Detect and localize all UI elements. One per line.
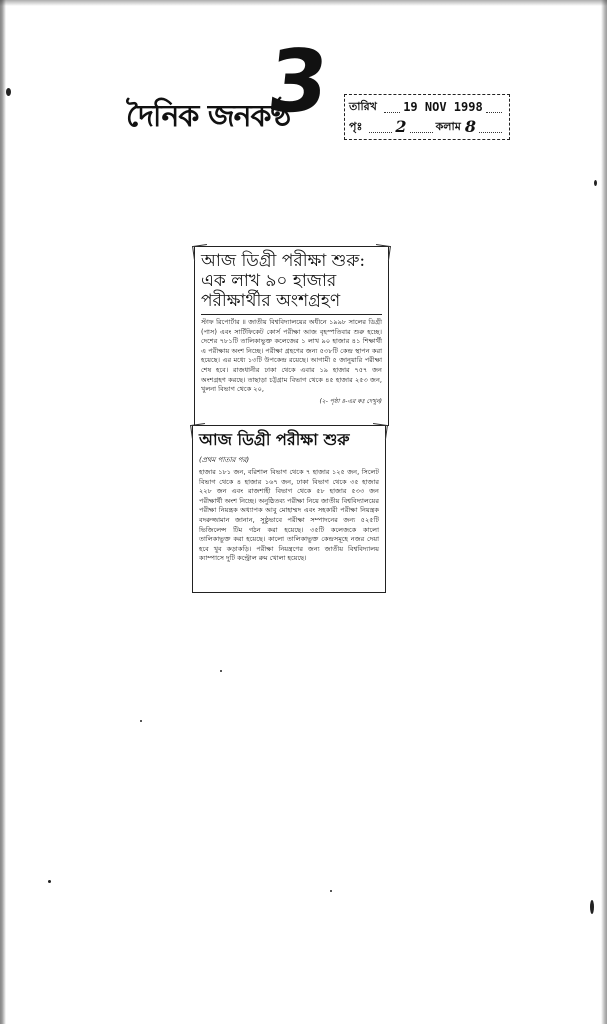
clipping-headline: আজ ডিগ্রী পরীক্ষা শুরু: এক লাখ ৯০ হাজার পরীক্ষার্থীর অংশগ্রহণ [201,251,382,315]
stamp-dots [486,102,502,113]
clipping-body: স্টাফ রিপোর্টার ॥ জাতীয় বিশ্ববিদ্যালয়ের অধীনে ১৯৯৮ সালের ডিগ্রী (পাস) এবং সার্টিফিকেট কোর্স পরীক্ষা আজ বৃহস্পতিবার শুরু হচ্ছে। দেশের ৭৮১টি তালিকাভুক্ত কলেজের ১ লাখ ৯০ হাজার ৪১ শিক্ষার্থী এ পরীক্ষায় অংশ নিচ্ছে। পরীক্ষা গ্রহণের জন্য ৫৩৮টি কেন্দ্র স্থাপন করা হয়েছে। এর মধ্যে ১৩টি উপকেন্দ্র রয়েছে। আগামী ৫ জানুয়ারি পরীক্ষা শেষ হবে। রাজধানীর ঢাকা থেকে এবার ১৯ হাজার ৭৫৭ জন অংশগ্রহণ করছে। তাছাড়া চট্টগ্রাম বিভাগ থেকে ৪৫ হাজার ২৫৩ জন, খুলনা বিভাগ থেকে ২০, [201,318,382,394]
scan-speck [330,890,332,892]
tape-corner [190,423,207,440]
scan-speck [220,670,222,672]
tape-corner [371,423,388,440]
clipping-body: হাজার ১৮১ জন, বরিশাল বিভাগ থেকে ৭ হাজার ১২৫ জন, সিলেট বিভাগ থেকে ৪ হাজার ১৬৭ জন, ঢাকা বিভাগ থেকে ৩৫ হাজার ২২৮ জন এবং রাজশাহী বিভাগ থেকে ৫৮ হাজার ৫৩৩ জন পরীক্ষার্থী অংশ নিচ্ছে। অনুষ্ঠিতব্য পরীক্ষা নিয়ে জাতীয় বিশ্ববিদ্যালয়ের পরীক্ষা নিয়ন্ত্রক অধ্যাপক আবু মোহাম্মদ এবং সহকারী পরীক্ষা নিয়ন্ত্রক বদরুজ্জামান জানান, সুষ্ঠুভাবে পরীক্ষা সম্পাদনের জন্য ৫২৫টি ভিজিলেন্স টিম গঠন করা হয়েছে। ৩৫টি কলেজকে কালো তালিকাভুক্ত করা হয়েছে। কালো তালিকাভুক্ত কেন্দ্রসমূহে নজর দেয়া হবে খুব কড়াকড়ি। পরীক্ষা নিয়ন্ত্রণের জন্য জাতীয় বিশ্ববিদ্যালয় ক্যাম্পাসে দুটি কন্ট্রোল রুম খোলা হয়েছে। [199,468,379,563]
scan-edge-top [0,0,607,6]
stamp-dots [384,102,400,113]
stamp-dots [410,122,433,133]
stamp-page-label: পৃঃ [349,120,363,133]
clipping-headline: আজ ডিগ্রী পরীক্ষা শুরু [199,430,350,449]
stamp-column-value: 8 [464,117,476,136]
scan-speck [6,88,11,96]
stamp-date-row [349,97,505,117]
clipping-subhead: (প্রথম পাতার পর) [199,456,250,464]
stamp-date-label: তারিখ [349,100,377,113]
tape-corner [192,244,209,261]
scan-edge-right [599,0,607,1024]
stamp-page-value: 2 [395,117,407,136]
news-clipping-continued [192,425,386,593]
newspaper-name: দৈনিক জনকণ্ঠ [126,99,291,134]
stamp-date-value: 19 NOV 1998 [403,100,483,114]
clipping-continued-note: (২- পৃষ্ঠা ৪-এর কঃ দেখুন) [319,397,382,405]
scan-speck [140,720,142,722]
date-stamp [344,94,510,140]
tape-corner [374,244,391,261]
stamp-page-row [349,117,505,137]
scan-speck [590,900,594,914]
stamp-column-label: কলাম [435,120,461,133]
stamp-dots [369,122,392,133]
stamp-dots [479,122,502,133]
news-clipping-front [194,246,389,426]
page-number-handwritten: 3 [262,32,334,132]
scan-speck [48,880,51,883]
scan-speck [594,180,597,186]
scan-edge-left [0,0,10,1024]
